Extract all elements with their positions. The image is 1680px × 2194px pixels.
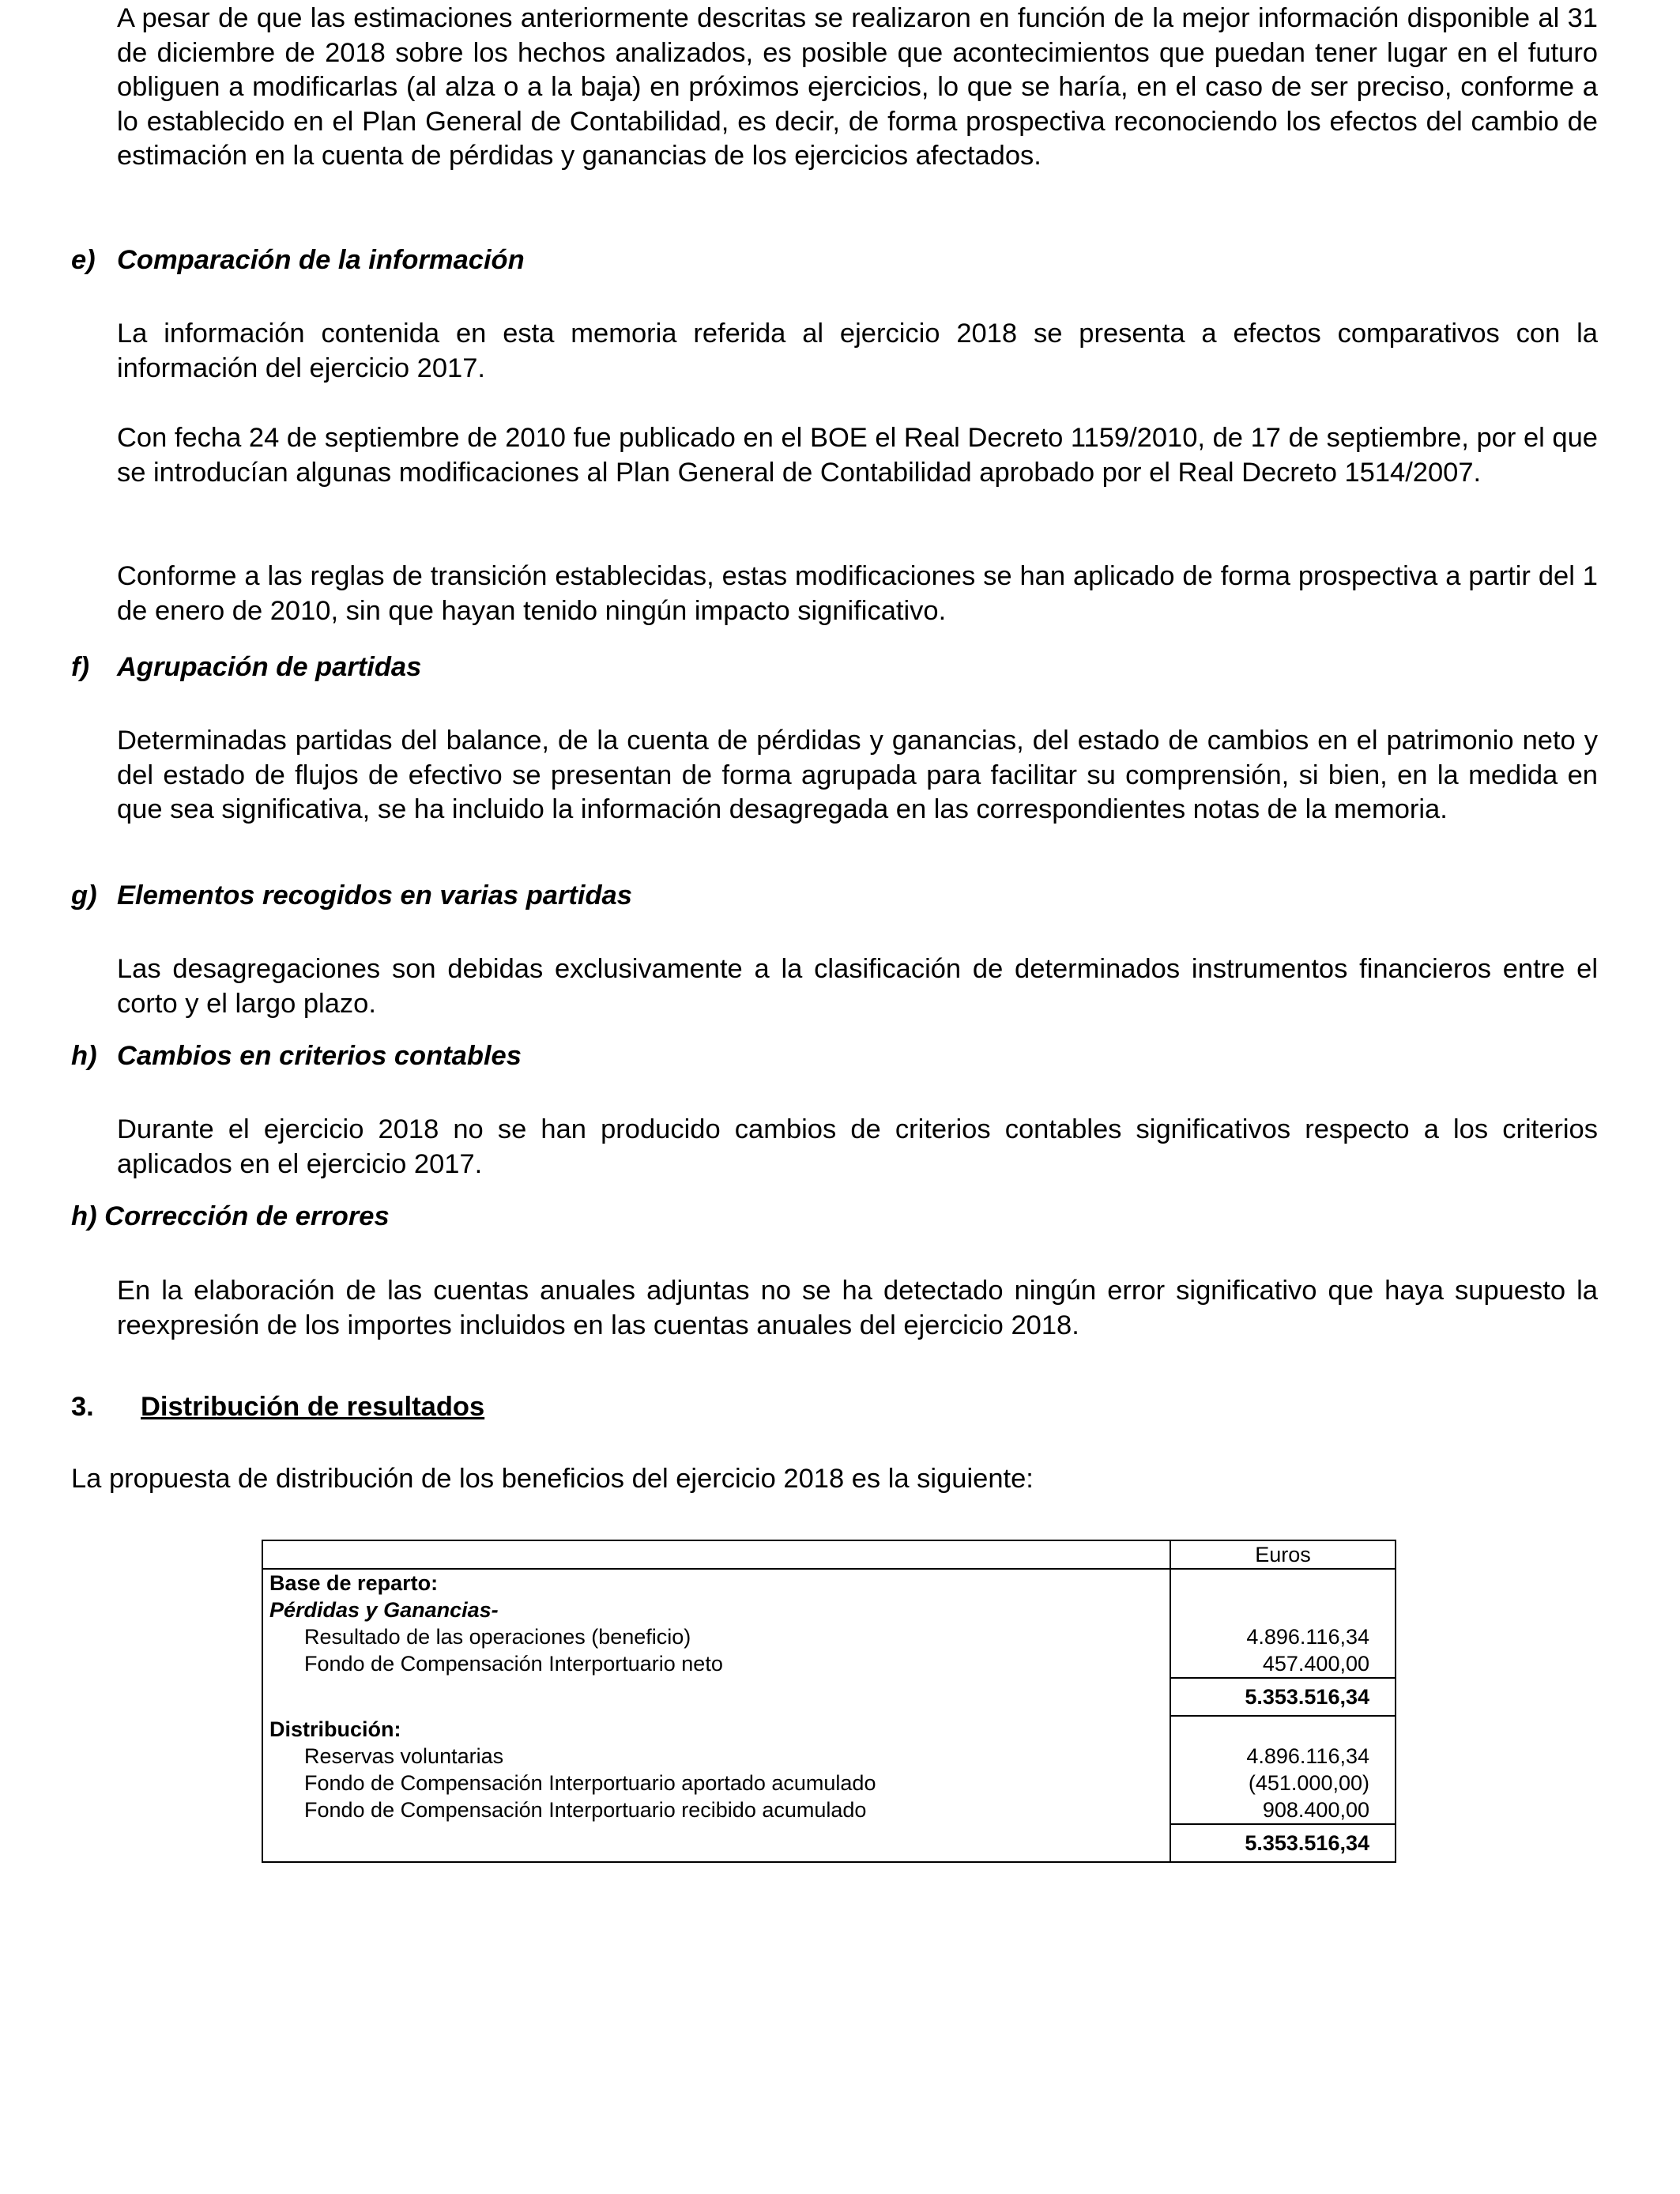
paragraph-estimaciones: A pesar de que las estimaciones anteriormente descritas se realizaron en función de la mejor información disponible al 31 de diciembre de 2018 sobre los hechos analizados, es posible que acontecimientos que puedan tener lugar en el futuro obliguen a modificarlas (al alza o a la baja) en próximos ejercicios, lo que se haría, en el caso de ser preciso, conforme a lo establecido en el Plan General de Contabilidad, es decir, de forma prospectiva reconociendo los efectos del cambio de estimación en la cuenta de pérdidas y ganancias de los ejercicios afectados. [117,3,1598,171]
distribution-table [262,1540,1396,1863]
table-row [262,1824,1396,1862]
paragraph-comparacion-3: Conforme a las reglas de transición establecidas, estas modificaciones se han aplicado de forma prospectiva a partir del 1 de enero de 2010, sin que hayan tenido ningún impacto significativo. [117,561,1598,626]
paragraph-correccion: En la elaboración de las cuentas anuales adjuntas no se ha detectado ningún error significativo que haya supuesto la reexpresión de los importes incluidos en las cuentas anuales del ejercicio 2018. [117,1276,1598,1340]
heading-title: Elementos recogidos en varias partidas [117,880,632,910]
table-row [262,1596,1396,1623]
dist-label: Distribución: [262,1716,1170,1743]
paragraph-comparacion-1: La información contenida en esta memoria referida al ejercicio 2018 se presenta a efectos comparativos con la información del ejercicio 2017. [117,319,1598,383]
paragraph-elementos: Las desagregaciones son debidas exclusivamente a la clasificación de determinados instrumentos financieros entre el corto y el largo plazo. [117,954,1598,1019]
row-label: Reservas voluntarias [262,1743,1170,1770]
row-value: 4.896.116,34 [1170,1623,1396,1650]
table-row [262,1796,1396,1824]
pyg-label: Pérdidas y Ganancias- [262,1596,1170,1623]
row-label: Fondo de Compensación Interportuario recibido acumulado [262,1796,1170,1824]
section-3-intro: La propuesta de distribución de los beneficios del ejercicio 2018 es la siguiente: [71,1464,1034,1494]
row-value: (451.000,00) [1170,1770,1396,1796]
row-label: Fondo de Compensación Interportuario aportado acumulado [262,1770,1170,1796]
heading-title: Cambios en criterios contables [117,1041,522,1071]
heading-elementos [71,879,632,914]
dist-total: 5.353.516,34 [1170,1824,1396,1862]
heading-correccion: h) Corrección de errores [71,1201,390,1231]
heading-letter: g) [71,880,97,910]
table-header-row [262,1540,1396,1569]
row-value: 4.896.116,34 [1170,1743,1396,1770]
table-row [262,1623,1396,1650]
section-3-heading [71,1390,484,1425]
table-row [262,1569,1396,1596]
row-value: 457.400,00 [1170,1650,1396,1678]
row-label: Resultado de las operaciones (beneficio) [262,1623,1170,1650]
paragraph-cambios: Durante el ejercicio 2018 no se han producido cambios de criterios contables significativos respecto a los criterios aplicados en el ejercicio 2017. [117,1114,1598,1179]
table-row [262,1678,1396,1716]
heading-cambios [71,1039,522,1074]
paragraph-agrupacion: Determinadas partidas del balance, de la cuenta de pérdidas y ganancias, del estado de cambios en el patrimonio neto y del estado de flujos de efectivo se presentan de forma agrupada para facilitar su comprensión, si bien, en la medida en que sea significativa, se ha incluido la información desagregada en las correspondientes notas de la memoria. [117,726,1598,824]
heading-letter: f) [71,652,89,682]
table-row [262,1716,1396,1743]
heading-title: Agrupación de partidas [117,652,422,682]
row-value: 908.400,00 [1170,1796,1396,1824]
heading-agrupacion [71,650,421,685]
section-title: Distribución de resultados [141,1392,485,1422]
heading-title: Comparación de la información [117,245,525,275]
table-row [262,1770,1396,1796]
heading-letter: h) [71,1041,97,1071]
section-number: 3. [71,1392,94,1422]
paragraph-comparacion-2: Con fecha 24 de septiembre de 2010 fue publicado en el BOE el Real Decreto 1159/2010, de 17 de septiembre, por el que se introducían algunas modificaciones al Plan General de Contabilidad aprobado por el Real Decreto 1514/2007. [117,423,1598,488]
row-label: Fondo de Compensación Interportuario neto [262,1650,1170,1678]
heading-letter: e) [71,245,96,275]
currency-header: Euros [1170,1540,1396,1569]
table-row [262,1743,1396,1770]
base-label: Base de reparto: [262,1569,1170,1596]
base-total: 5.353.516,34 [1170,1678,1396,1716]
table-row [262,1650,1396,1678]
heading-comparacion [71,243,525,278]
